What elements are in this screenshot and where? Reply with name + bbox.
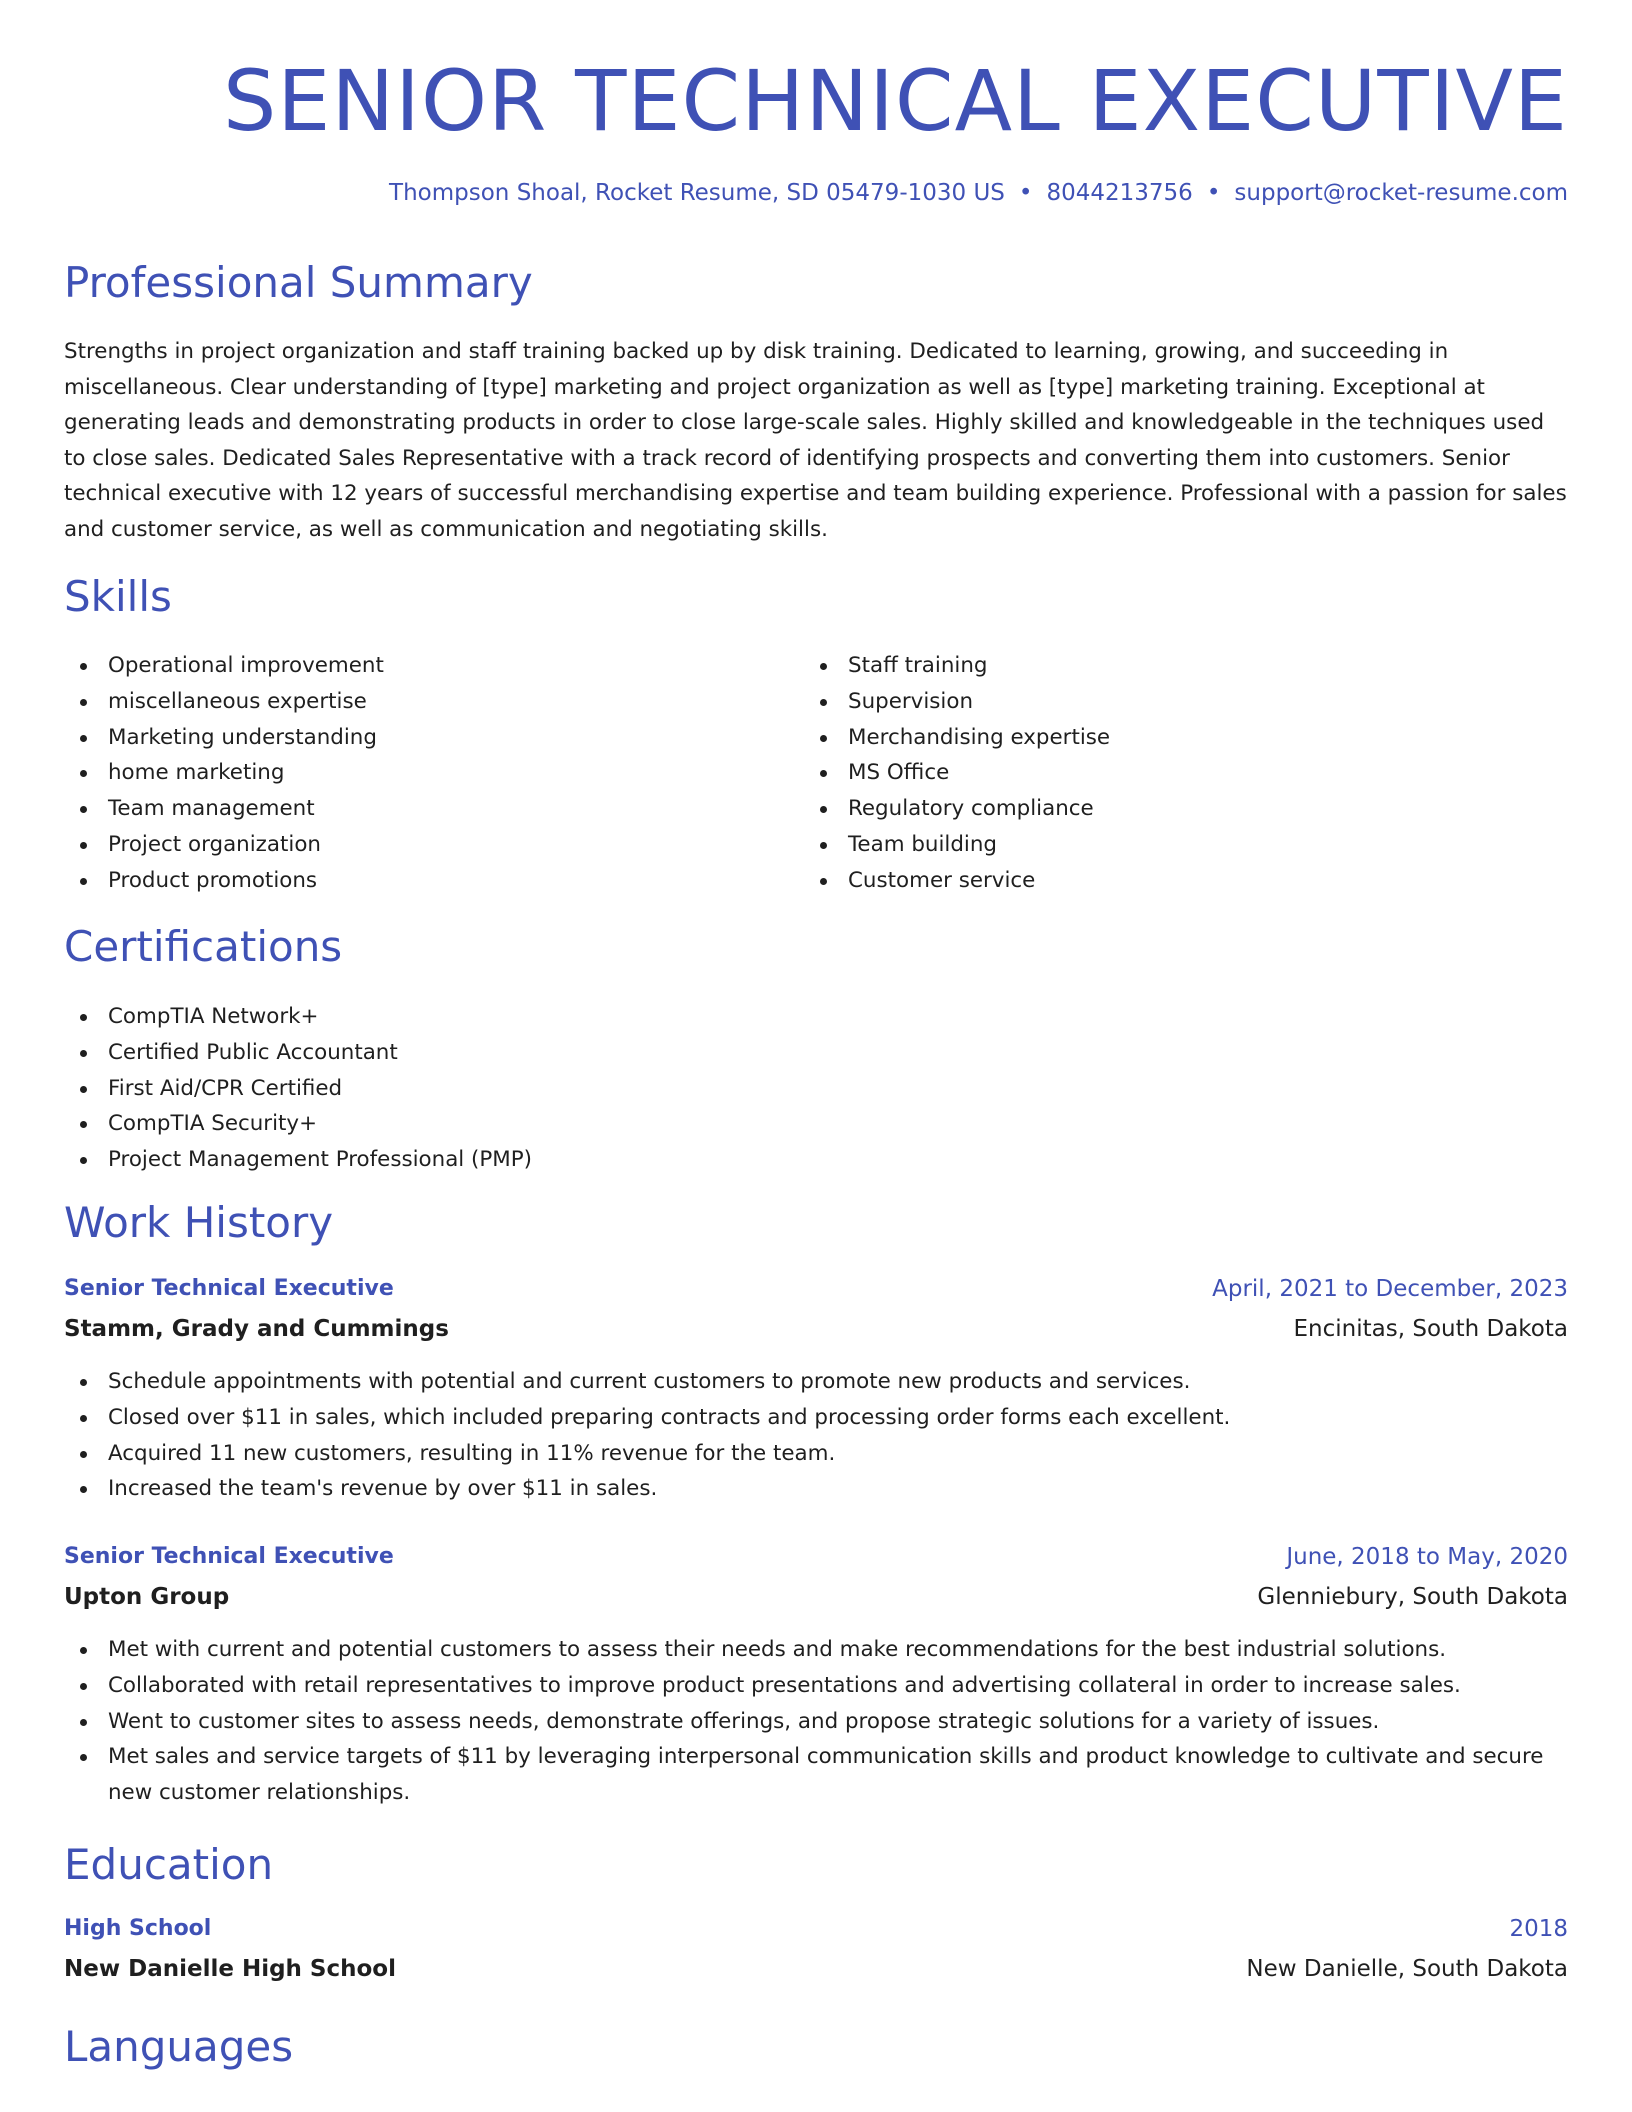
skill-item: Product promotions	[64, 863, 764, 899]
job-title: Senior Technical Executive	[64, 1276, 394, 1301]
job-title: Senior Technical Executive	[64, 1544, 394, 1569]
skill-item: Merchandising expertise	[804, 720, 1504, 756]
job-company-row	[64, 1316, 1568, 1356]
skill-item: miscellaneous expertise	[64, 684, 764, 720]
certification-item: First Aid/CPR Certified	[64, 1071, 1064, 1107]
contact-address: Thompson Shoal, Rocket Resume, SD 05479-1030 US	[389, 180, 1005, 206]
skills-list-right	[804, 648, 1504, 899]
job-bullet: Went to customer sites to assess needs, demonstrate offerings, and propose strategic solutions for a variety of issues.	[64, 1704, 1568, 1740]
certification-item: CompTIA Network+	[64, 999, 1064, 1035]
job-company: Upton Group	[64, 1584, 230, 1610]
contact-email[interactable]: support@rocket-resume.com	[1234, 180, 1568, 206]
job-bullet: Acquired 11 new customers, resulting in 11% revenue for the team.	[64, 1436, 1568, 1472]
resume-name: SENIOR TECHNICAL EXECUTIVE	[222, 52, 1568, 150]
skill-item: Supervision	[804, 684, 1504, 720]
certification-item: CompTIA Security+	[64, 1106, 1064, 1142]
skill-item: Operational improvement	[64, 648, 764, 684]
skills-list-left	[64, 648, 764, 899]
job-dates: June, 2018 to May, 2020	[1286, 1544, 1568, 1570]
skill-item: Team building	[804, 827, 1504, 863]
summary-heading: Professional Summary	[64, 258, 533, 307]
certification-item: Certified Public Accountant	[64, 1035, 1064, 1071]
job-title-row	[64, 1544, 1568, 1584]
job-bullets	[64, 1632, 1568, 1811]
education-school-row	[64, 1956, 1568, 1996]
certifications-heading: Certifications	[64, 922, 343, 971]
education-degree: High School	[64, 1916, 212, 1941]
certifications-list	[64, 999, 1064, 1178]
education-title-row	[64, 1916, 1568, 1956]
skill-item: Regulatory compliance	[804, 791, 1504, 827]
education-year: 2018	[1509, 1916, 1568, 1942]
job-location: Encinitas, South Dakota	[1293, 1316, 1568, 1342]
job-bullet: Closed over $11 in sales, which included preparing contracts and processing order forms each excellent.	[64, 1400, 1568, 1436]
skill-item: Team management	[64, 791, 764, 827]
contact-separator: •	[1018, 180, 1033, 206]
skill-item: Customer service	[804, 863, 1504, 899]
job-entry	[64, 1276, 1568, 1507]
job-bullets	[64, 1364, 1568, 1507]
contact-separator: •	[1206, 180, 1221, 206]
skills-heading: Skills	[64, 572, 172, 621]
job-dates: April, 2021 to December, 2023	[1212, 1276, 1568, 1302]
skill-item: home marketing	[64, 755, 764, 791]
skill-item: Staff training	[804, 648, 1504, 684]
work-history-heading: Work History	[64, 1198, 334, 1247]
skill-item: Project organization	[64, 827, 764, 863]
languages-heading: Languages	[64, 2022, 294, 2071]
job-entry	[64, 1544, 1568, 1811]
certification-item: Project Management Professional (PMP)	[64, 1142, 1064, 1178]
skill-item: MS Office	[804, 755, 1504, 791]
contact-phone: 8044213756	[1046, 180, 1193, 206]
skill-item: Marketing understanding	[64, 720, 764, 756]
job-bullet: Schedule appointments with potential and current customers to promote new products and services.	[64, 1364, 1568, 1400]
job-bullet: Collaborated with retail representatives to improve product presentations and advertising collateral in order to increase sales.	[64, 1668, 1568, 1704]
education-heading: Education	[64, 1840, 274, 1889]
job-location: Glenniebury, South Dakota	[1257, 1584, 1568, 1610]
summary-text: Strengths in project organization and staff training backed up by disk training. Dedicated to learning, growing, and succeeding in miscellaneous. Clear understanding of [type] marketing and project organization as well as [type] marketing training. Exceptional at generating leads and demonstrating products in order to close large-scale sales. Highly skilled and knowledgeable in the techniques used to close sales. Dedicated Sales Representative with a track record of identifying prospects and converting them into customers. Senior technical executive with 12 years of successful merchandising expertise and team building experience. Professional with a passion for sales and customer service, as well as communication and negotiating skills.	[64, 339, 1567, 542]
job-title-row	[64, 1276, 1568, 1316]
job-bullet: Met sales and service targets of $11 by leveraging interpersonal communication skills and product knowledge to cultivate and secure new customer relationships.	[64, 1739, 1568, 1811]
job-bullet: Increased the team's revenue by over $11 in sales.	[64, 1471, 1568, 1507]
contact-line	[389, 180, 1568, 206]
education-school: New Danielle High School	[64, 1956, 396, 1982]
job-bullet: Met with current and potential customers to assess their needs and make recommendations for the best industrial solutions.	[64, 1632, 1568, 1668]
education-location: New Danielle, South Dakota	[1246, 1956, 1568, 1982]
education-entry	[64, 1916, 1568, 1996]
job-company: Stamm, Grady and Cummings	[64, 1316, 449, 1342]
job-company-row	[64, 1584, 1568, 1624]
